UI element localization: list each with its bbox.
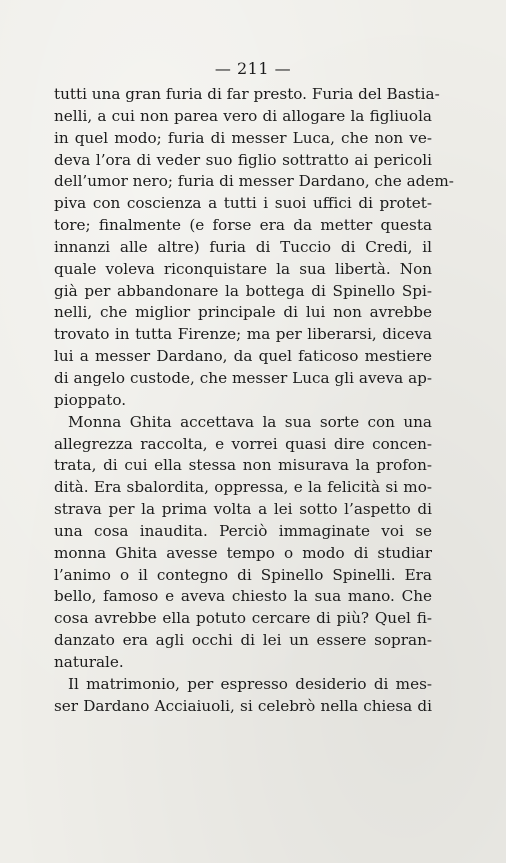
text-line: naturale. xyxy=(54,652,124,671)
text-line: tutti una gran furia di far presto. Furia del Bastia- xyxy=(54,85,440,103)
text-line: di angelo custode, che messer Luca gli aveva ap- xyxy=(54,368,432,387)
text-line: lui a messer Dardano, da quel faticoso mestiere xyxy=(54,347,432,366)
text-line: quale voleva riconquistare la sua libertà. Non xyxy=(54,259,432,278)
text-line: dell’umor nero; furia di messer Dardano, che adem- xyxy=(54,172,454,191)
text-line: allegrezza raccolta, e vorrei quasi dire concen- xyxy=(54,434,432,453)
text-line: trata, di cui ella stessa non misurava la profon- xyxy=(54,456,432,475)
page-number: — 211 — xyxy=(214,59,292,78)
text-line: ser Dardano Acciaiuoli, si celebrò nella chiesa di xyxy=(54,696,432,715)
text-line: nelli, che miglior principale di lui non avrebbe xyxy=(54,303,432,322)
text-line: danzato era agli occhi di lei un essere sopran- xyxy=(54,631,432,650)
text-line: monna Ghita avesse tempo o modo di studiar xyxy=(54,543,432,562)
text-line: dità. Era sbalordita, oppressa, e la felicità si mo- xyxy=(54,478,432,497)
text-line: Monna Ghita accettava la sua sorte con una xyxy=(68,412,432,431)
text-line: già per abbandonare la bottega di Spinello Spi- xyxy=(54,281,432,300)
text-line: Il matrimonio, per espresso desiderio di mes- xyxy=(68,674,432,693)
text-line: piva con coscienza a tutti i suoi uffici di protet- xyxy=(54,194,432,213)
text-line: pioppato. xyxy=(54,390,127,409)
text-line: trovato in tutta Firenze; ma per liberarsi, diceva xyxy=(54,325,432,344)
text-line: cosa avrebbe ella potuto cercare di più? Quel fi- xyxy=(54,609,432,628)
text-line: in quel modo; furia di messer Luca, che non ve- xyxy=(54,128,432,147)
text-line: strava per la prima volta a lei sotto l’aspetto di xyxy=(54,500,432,519)
text-line: innanzi alle altre) furia di Tuccio di Credi, il xyxy=(54,237,432,256)
text-line: una cosa inaudita. Perciò immaginate voi se xyxy=(54,521,432,540)
text-line: l’animo o il contegno di Spinello Spinelli. Era xyxy=(54,565,432,584)
text-line: deva l’ora di veder suo figlio sottratto ai pericoli xyxy=(54,150,432,169)
text-line: bello, famoso e aveva chiesto la sua mano. Che xyxy=(54,587,432,606)
text-line: tore; finalmente (e forse era da metter questa xyxy=(54,216,432,235)
body-text xyxy=(54,84,454,717)
text-line: nelli, a cui non parea vero di allogare la figliuola xyxy=(54,106,432,125)
